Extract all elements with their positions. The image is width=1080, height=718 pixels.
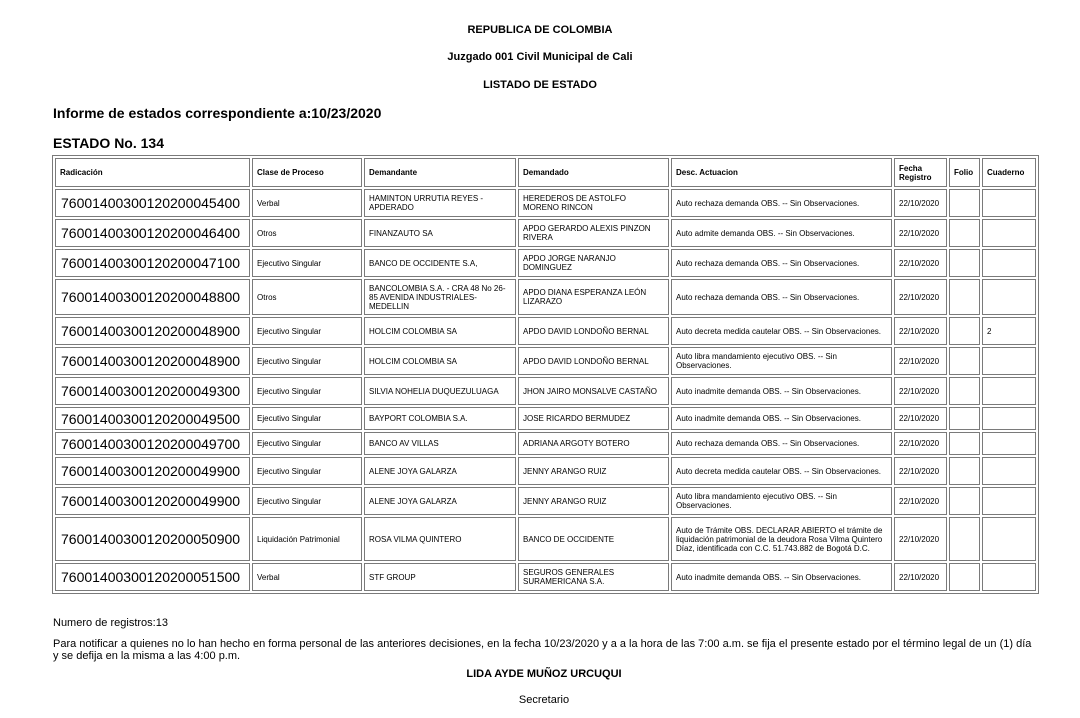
cell-fecha: 22/10/2020	[894, 487, 947, 515]
column-header-cuaderno: Cuaderno	[982, 158, 1036, 187]
column-header-demandante: Demandante	[364, 158, 516, 187]
cell-folio	[949, 317, 980, 345]
cell-clase: Ejecutivo Singular	[252, 317, 362, 345]
cell-desc: Auto inadmite demanda OBS. -- Sin Observaciones.	[671, 407, 892, 430]
cell-radicacion: 76001400300120200050900	[55, 517, 250, 561]
cell-demandado: JOSE RICARDO BERMUDEZ	[518, 407, 669, 430]
cell-desc: Auto rechaza demanda OBS. -- Sin Observaciones.	[671, 279, 892, 315]
table-row	[55, 249, 1036, 277]
cell-demandado: JENNY ARANGO RUIZ	[518, 457, 669, 485]
cell-demandado: HEREDEROS DE ASTOLFO MORENO RINCON	[518, 189, 669, 217]
cell-fecha: 22/10/2020	[894, 432, 947, 455]
cell-fecha: 22/10/2020	[894, 517, 947, 561]
cell-desc: Auto inadmite demanda OBS. -- Sin Observaciones.	[671, 563, 892, 591]
cell-demandado: APDO DAVID LONDOÑO BERNAL	[518, 317, 669, 345]
cell-radicacion: 76001400300120200048900	[55, 317, 250, 345]
cell-demandante: BAYPORT COLOMBIA S.A.	[364, 407, 516, 430]
table-body	[55, 189, 1036, 591]
signer-role: Secretario	[518, 694, 570, 706]
cell-demandado: APDO JORGE NARANJO DOMINGUEZ	[518, 249, 669, 277]
cell-cuaderno	[982, 249, 1036, 277]
cell-cuaderno	[982, 432, 1036, 455]
cell-fecha: 22/10/2020	[894, 377, 947, 405]
cell-clase: Otros	[252, 219, 362, 247]
cell-radicacion: 76001400300120200051500	[55, 563, 250, 591]
table-row	[55, 563, 1036, 591]
cell-radicacion: 76001400300120200045400	[55, 189, 250, 217]
cell-demandante: BANCOLOMBIA S.A. - CRA 48 No 26-85 AVENIDA INDUSTRIALES-MEDELLIN	[364, 279, 516, 315]
table-header-row	[55, 158, 1036, 187]
cell-cuaderno	[982, 407, 1036, 430]
cell-cuaderno	[982, 517, 1036, 561]
cell-radicacion: 76001400300120200049900	[55, 457, 250, 485]
cell-demandante: ALENE JOYA GALARZA	[364, 457, 516, 485]
cell-fecha: 22/10/2020	[894, 219, 947, 247]
cell-demandado: APDO GERARDO ALEXIS PINZON RIVERA	[518, 219, 669, 247]
cell-fecha: 22/10/2020	[894, 457, 947, 485]
cell-folio	[949, 517, 980, 561]
cell-clase: Ejecutivo Singular	[252, 377, 362, 405]
cell-clase: Ejecutivo Singular	[252, 487, 362, 515]
cell-cuaderno	[982, 279, 1036, 315]
cell-demandante: HOLCIM COLOMBIA SA	[364, 317, 516, 345]
cell-desc: Auto rechaza demanda OBS. -- Sin Observaciones.	[671, 432, 892, 455]
cell-demandado: JHON JAIRO MONSALVE CASTAÑO	[518, 377, 669, 405]
cell-fecha: 22/10/2020	[894, 249, 947, 277]
cell-clase: Liquidación Patrimonial	[252, 517, 362, 561]
cell-desc: Auto libra mandamiento ejecutivo OBS. -- Sin Observaciones.	[671, 487, 892, 515]
column-header-clase: Clase de Proceso	[252, 158, 362, 187]
country-heading: REPUBLICA DE COLOMBIA	[467, 24, 613, 36]
list-heading: LISTADO DE ESTADO	[483, 79, 597, 91]
cell-clase: Ejecutivo Singular	[252, 432, 362, 455]
cell-clase: Ejecutivo Singular	[252, 347, 362, 375]
notice-text: Para notificar a quienes no lo han hecho en forma personal de las anteriores decisiones, en la fecha 10/23/2020 y a a la hora de las 7:00 a.m. se fija el presente estado por el término legal de un (1) día y se defija en la misma a las 4:00 p.m.	[53, 638, 1032, 662]
cell-desc: Auto de Trámite OBS. DECLARAR ABIERTO el trámite de liquidación patrimonial de la deudora Rosa Vilma Quintero Díaz, identificada con C.C. 51.743.882 de Bogotá D.C.	[671, 517, 892, 561]
cell-clase: Ejecutivo Singular	[252, 407, 362, 430]
cell-radicacion: 76001400300120200049700	[55, 432, 250, 455]
cell-desc: Auto rechaza demanda OBS. -- Sin Observaciones.	[671, 249, 892, 277]
cell-cuaderno: 2	[982, 317, 1036, 345]
cell-folio	[949, 249, 980, 277]
table-row	[55, 347, 1036, 375]
cell-demandante: FINANZAUTO SA	[364, 219, 516, 247]
cell-desc: Auto decreta medida cautelar OBS. -- Sin Observaciones.	[671, 457, 892, 485]
cell-radicacion: 76001400300120200049900	[55, 487, 250, 515]
cell-cuaderno	[982, 189, 1036, 217]
cell-demandado: BANCO DE OCCIDENTE	[518, 517, 669, 561]
cell-clase: Ejecutivo Singular	[252, 249, 362, 277]
cell-folio	[949, 487, 980, 515]
cell-cuaderno	[982, 457, 1036, 485]
cell-fecha: 22/10/2020	[894, 347, 947, 375]
table-row	[55, 517, 1036, 561]
table-row	[55, 189, 1036, 217]
table-row	[55, 457, 1036, 485]
column-header-fecha: Fecha Registro	[894, 158, 947, 187]
cell-folio	[949, 219, 980, 247]
cell-fecha: 22/10/2020	[894, 317, 947, 345]
cell-demandado: ADRIANA ARGOTY BOTERO	[518, 432, 669, 455]
cell-desc: Auto inadmite demanda OBS. -- Sin Observaciones.	[671, 377, 892, 405]
cell-folio	[949, 189, 980, 217]
column-header-folio: Folio	[949, 158, 980, 187]
cell-demandado: JENNY ARANGO RUIZ	[518, 487, 669, 515]
column-header-demandado: Demandado	[518, 158, 669, 187]
table-row	[55, 377, 1036, 405]
cell-demandado: APDO DIANA ESPERANZA LEÓN LIZARAZO	[518, 279, 669, 315]
cell-demandado: APDO DAVID LONDOÑO BERNAL	[518, 347, 669, 375]
column-header-desc: Desc. Actuacion	[671, 158, 892, 187]
cell-fecha: 22/10/2020	[894, 189, 947, 217]
cell-cuaderno	[982, 487, 1036, 515]
cell-cuaderno	[982, 347, 1036, 375]
cell-fecha: 22/10/2020	[894, 407, 947, 430]
court-heading: Juzgado 001 Civil Municipal de Cali	[447, 51, 633, 63]
cell-radicacion: 76001400300120200047100	[55, 249, 250, 277]
cell-demandante: STF GROUP	[364, 563, 516, 591]
cell-demandante: SILVIA NOHELIA DUQUEZULUAGA	[364, 377, 516, 405]
cell-fecha: 22/10/2020	[894, 279, 947, 315]
cell-desc: Auto libra mandamiento ejecutivo OBS. -- Sin Observaciones.	[671, 347, 892, 375]
cell-demandante: BANCO DE OCCIDENTE S.A,	[364, 249, 516, 277]
cell-cuaderno	[982, 563, 1036, 591]
cell-folio	[949, 377, 980, 405]
cell-demandante: ALENE JOYA GALARZA	[364, 487, 516, 515]
table-row	[55, 317, 1036, 345]
cell-folio	[949, 563, 980, 591]
cell-demandante: HOLCIM COLOMBIA SA	[364, 347, 516, 375]
cell-demandado: SEGUROS GENERALES SURAMERICANA S.A.	[518, 563, 669, 591]
cell-folio	[949, 432, 980, 455]
cell-demandante: BANCO AV VILLAS	[364, 432, 516, 455]
table-row	[55, 432, 1036, 455]
column-header-radicacion: Radicación	[55, 158, 250, 187]
signer-name: LIDA AYDE MUÑOZ URCUQUI	[466, 668, 622, 680]
cell-radicacion: 76001400300120200049500	[55, 407, 250, 430]
cell-clase: Verbal	[252, 563, 362, 591]
table-row	[55, 487, 1036, 515]
cell-folio	[949, 279, 980, 315]
cell-demandante: HAMINTON URRUTIA REYES - APDERADO	[364, 189, 516, 217]
estado-number: ESTADO No. 134	[53, 135, 164, 151]
record-count: Numero de registros:13	[53, 617, 168, 629]
cell-cuaderno	[982, 219, 1036, 247]
cell-clase: Ejecutivo Singular	[252, 457, 362, 485]
cell-radicacion: 76001400300120200048900	[55, 347, 250, 375]
cell-desc: Auto admite demanda OBS. -- Sin Observaciones.	[671, 219, 892, 247]
estado-table	[52, 155, 1039, 594]
cell-desc: Auto decreta medida cautelar OBS. -- Sin Observaciones.	[671, 317, 892, 345]
cell-radicacion: 76001400300120200049300	[55, 377, 250, 405]
cell-demandante: ROSA VILMA QUINTERO	[364, 517, 516, 561]
cell-clase: Verbal	[252, 189, 362, 217]
table-row	[55, 279, 1036, 315]
cell-folio	[949, 457, 980, 485]
cell-radicacion: 76001400300120200048800	[55, 279, 250, 315]
report-title: Informe de estados correspondiente a:10/23/2020	[53, 105, 382, 121]
cell-folio	[949, 407, 980, 430]
cell-cuaderno	[982, 377, 1036, 405]
cell-folio	[949, 347, 980, 375]
cell-clase: Otros	[252, 279, 362, 315]
table-row	[55, 407, 1036, 430]
cell-desc: Auto rechaza demanda OBS. -- Sin Observaciones.	[671, 189, 892, 217]
cell-fecha: 22/10/2020	[894, 563, 947, 591]
table-row	[55, 219, 1036, 247]
cell-radicacion: 76001400300120200046400	[55, 219, 250, 247]
